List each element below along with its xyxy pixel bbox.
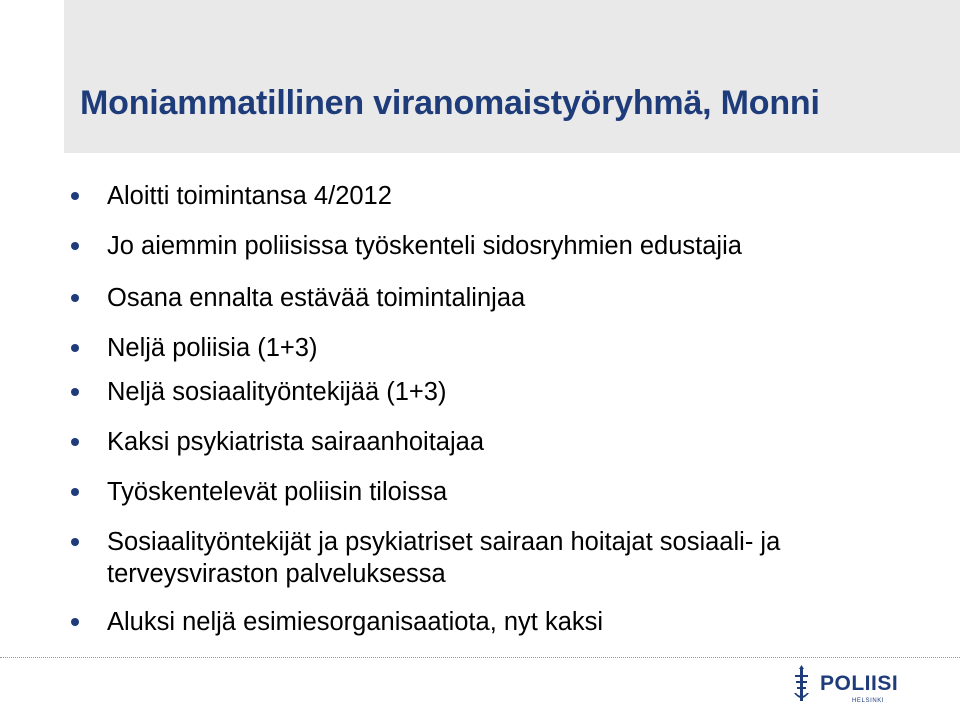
logo-subtitle: HELSINKI bbox=[852, 698, 885, 704]
footer-divider bbox=[0, 657, 960, 658]
bullet-marker-icon bbox=[71, 388, 79, 396]
bullet-marker-icon bbox=[71, 538, 79, 546]
bullet-marker-icon bbox=[71, 438, 79, 446]
bullet-text: Neljä poliisia (1+3) bbox=[107, 334, 318, 362]
bullet-text: Sosiaalityöntekijät ja psykiatriset sairaan hoitajat sosiaali- ja bbox=[107, 528, 781, 556]
bullet-text: Aluksi neljä esimiesorganisaatiota, nyt kaksi bbox=[107, 608, 604, 636]
bullet-marker-icon bbox=[71, 344, 79, 352]
logo-wordmark: POLIISI bbox=[820, 672, 899, 695]
bullet-text: Neljä sosiaalityöntekijää (1+3) bbox=[107, 378, 447, 406]
bullet-marker-icon bbox=[71, 242, 79, 250]
bullet-marker-icon bbox=[71, 488, 79, 496]
slide-title: Moniammatillinen viranomaistyöryhmä, Monni bbox=[80, 84, 820, 122]
bullet-text: Työskentelevät poliisin tiloissa bbox=[107, 478, 448, 506]
bullet-text: Jo aiemmin poliisissa työskenteli sidosryhmien edustajia bbox=[107, 232, 742, 260]
bullet-marker-icon bbox=[71, 618, 79, 626]
bullet-text: Osana ennalta estävää toimintalinjaa bbox=[107, 284, 526, 312]
bullet-text: Kaksi psykiatrista sairaanhoitajaa bbox=[107, 428, 485, 456]
title-band bbox=[64, 0, 960, 153]
bullet-marker-icon bbox=[71, 192, 79, 200]
bullet-text: Aloitti toimintansa 4/2012 bbox=[107, 182, 392, 210]
bullet-marker-icon bbox=[71, 294, 79, 302]
bullet-text: terveysviraston palveluksessa bbox=[107, 560, 446, 588]
